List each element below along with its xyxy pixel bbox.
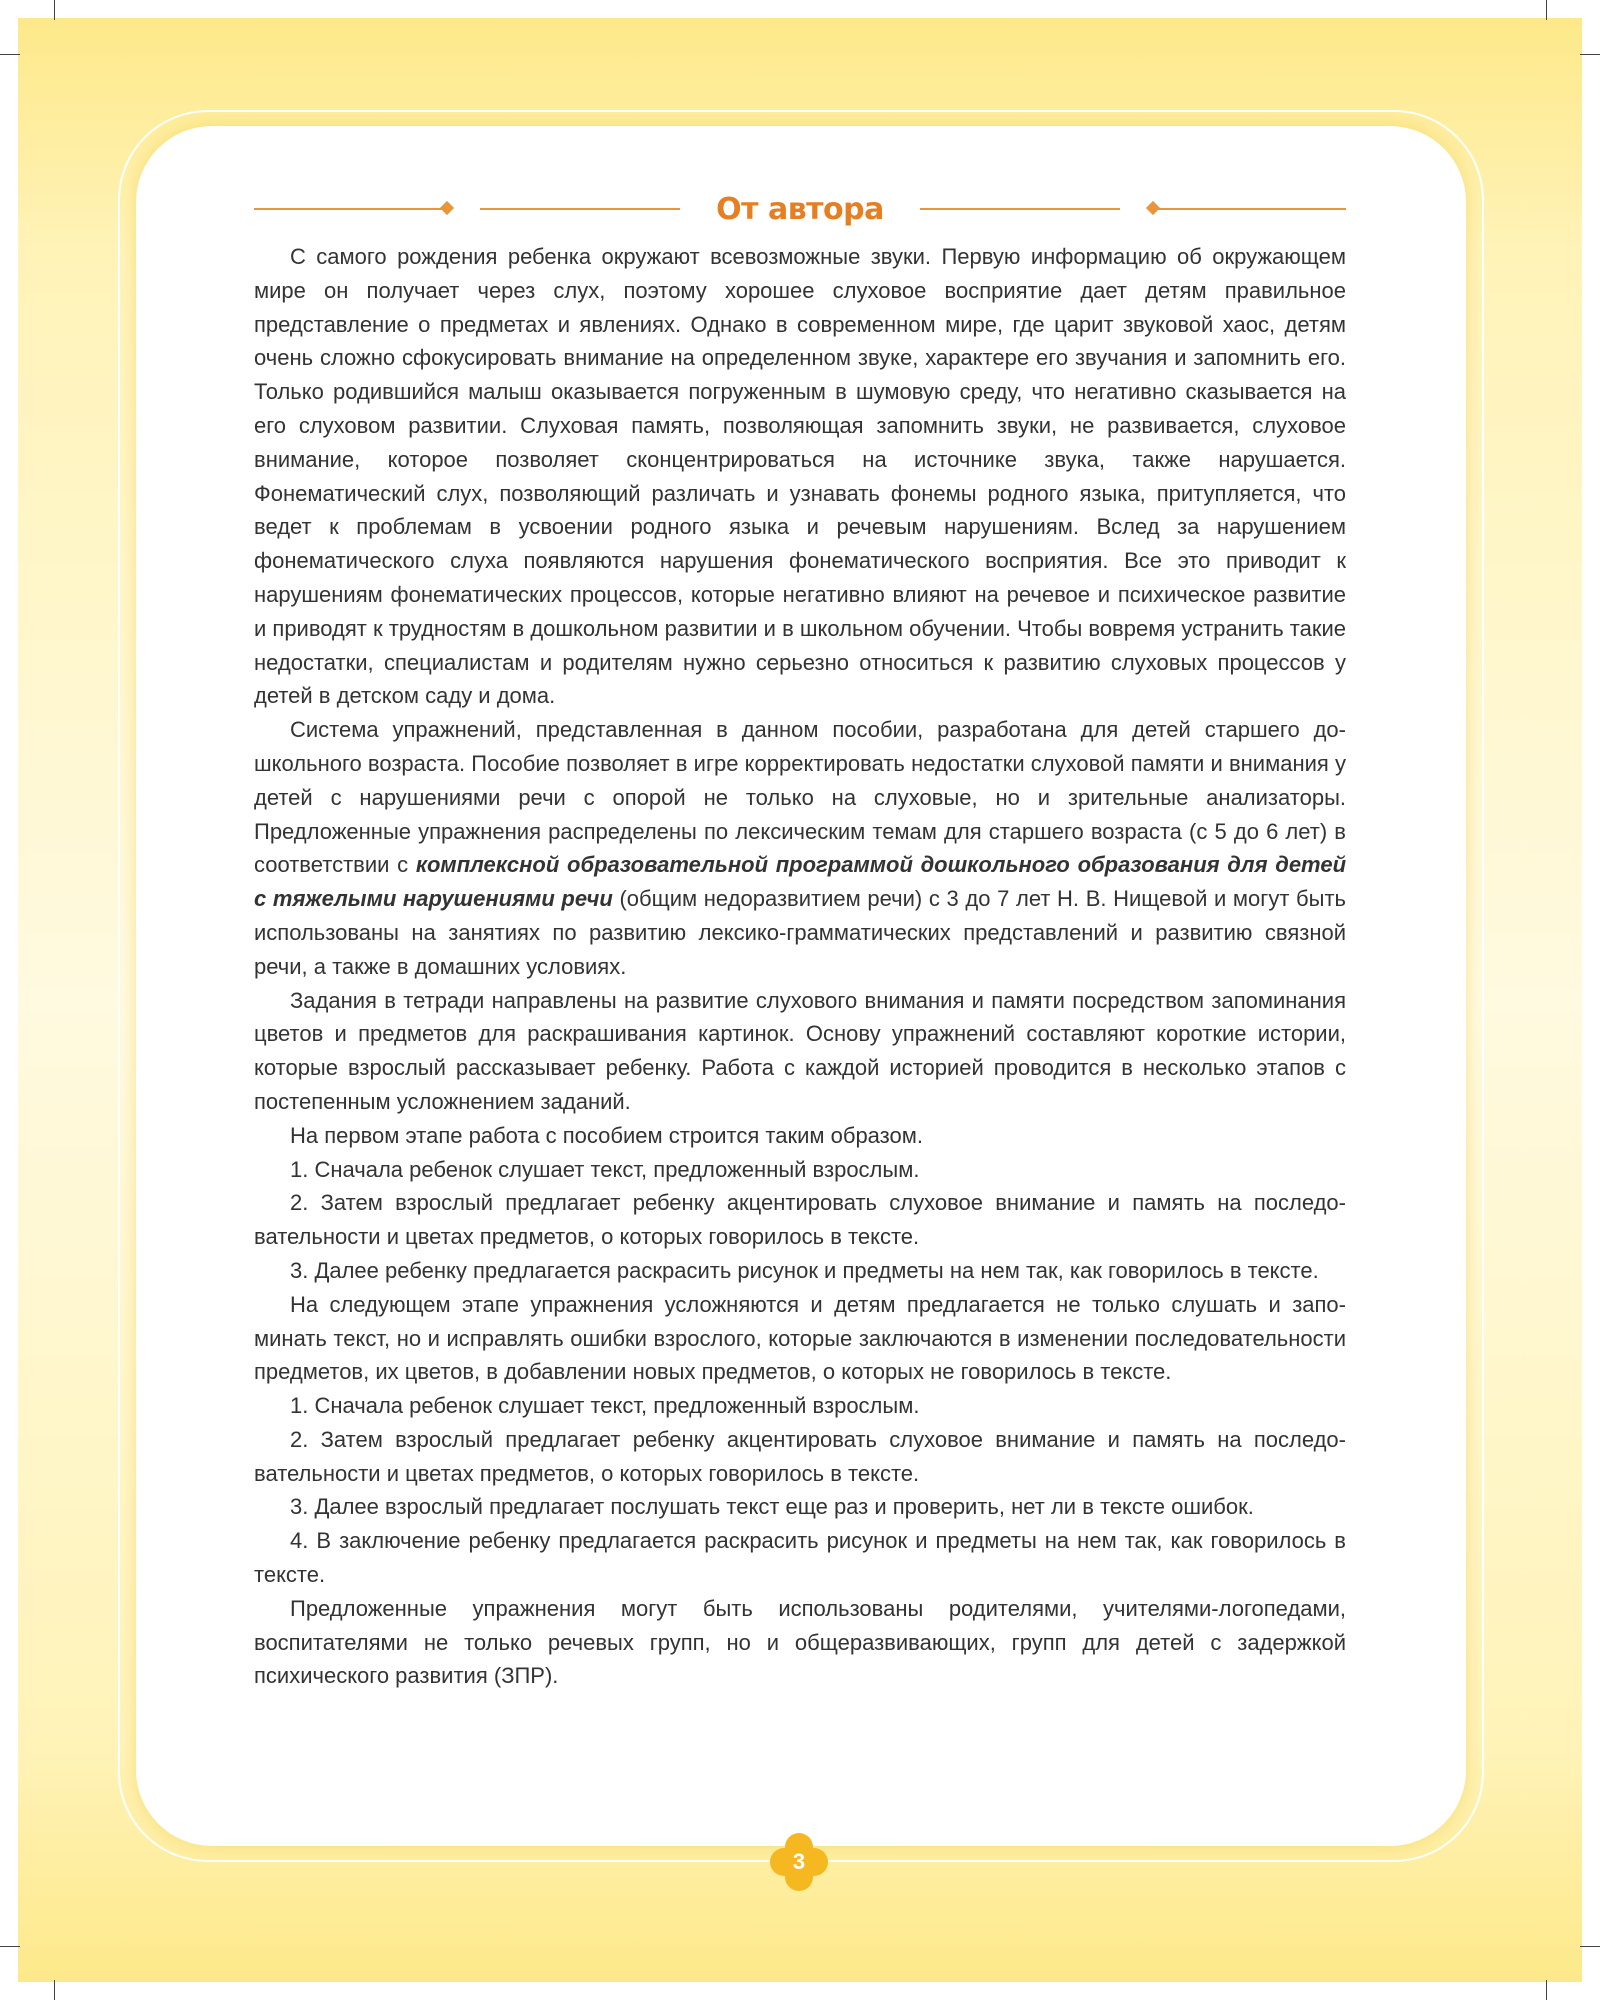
paragraph-system-start: Система упражнений, представленная в данном пособии, разработана для детей старшего дошкольного возраста. Пособие позволяет в игре корректировать недостатки слуховой памяти и внимания у детей с нарушениями речи с опорой не только на слуховые, но и зрительные анализаторы. Предложенные упражнения распределены по лексическим темам для старшего возраста (с 5 до 6 лет) в соответствии с: [254, 717, 1346, 878]
list-item: 1. Сначала ребенок слушает текст, предложенный взрослым.: [290, 1393, 920, 1419]
crop-mark: [1546, 1980, 1547, 2000]
crop-mark: [1580, 1946, 1600, 1947]
paragraph-closing: Предложенные упражнения могут быть использованы родителями, учителями-логопедами, воспитателями не только речевых групп, но и общеразвивающих, групп для детей с задержкой психического развития (ЗПР).: [254, 1595, 1346, 1689]
crop-mark: [1580, 54, 1600, 55]
crop-mark: [0, 54, 20, 55]
crop-mark: [1546, 0, 1547, 20]
paragraph-system: [254, 713, 1346, 983]
article-body: [254, 240, 1346, 1693]
paragraph-tasks: Задания в тетради направлены на развитие слухового внимания и памяти посредством запоминания цветов и предметов для раскрашивания картинок. Основу упражнений составляют короткие истории, которые взрослый рассказывает ребенку. Работа с каждой историей проводится в несколько этапов с постепенным усложнением заданий.: [254, 987, 1346, 1114]
paragraph-intro: С самого рождения ребенка окружают всевозможные звуки. Первую информацию об окружающем мире он получает через слух, поэтому хорошее слуховое восприятие дает детям правильное представление о предметах и явлениях. Однако в современном мире, где царит звуковой хаос, детям очень сложно сфокусировать внимание на определенном звуке, характере его звучания и запомнить его. Только родившийся малыш оказывается погруженным в шумовую среду, что негативно сказывается на его слуховом развитии. Слуховая память, позволяющая запомнить звуки, не развивается, слуховое внимание, которое позволяет сконцентрироваться на источнике звука, также нарушается. Фонематический слух, позволяющий различать и узнавать фонемы родного языка, притупляется, что ведет к проблемам в усвоении родного языка и речевым нарушениям. Вслед за нарушением фонематического слуха появляются нарушения фонематического восприятия. Все это приводит к нарушениям фонематических процессов, которые негативно влияют на речевое и психическое развитие и приводят к трудностям в дошкольном развитии и в школьном обучении. Чтобы вовремя устранить такие недостатки, специалистам и родителям нужно серьезно относиться к развитию слуховых процессов у детей в детском саду и дома.: [254, 244, 1346, 709]
paragraph-stage-two: На следующем этапе упражнения усложняются и детям предлагается не только слушать и запоминать текст, но и исправлять ошибки взрослого, которые заключаются в изменении последовательности предметов, их цветов, в добавлении новых предметов, о которых не говорилось в тексте.: [254, 1291, 1346, 1385]
list-item: 3. Далее взрослый предлагает послушать текст еще раз и проверить, нет ли в тексте ошибок.: [290, 1494, 1254, 1520]
list-item: 3. Далее ребенку предлагается раскрасить рисунок и предметы на нем так, как говорилось в тексте.: [290, 1257, 1319, 1283]
page-number-badge: [770, 1833, 828, 1891]
title-rule-right: [1148, 208, 1346, 210]
list-item: 2. Затем взрослый предлагает ребенку акцентировать слуховое внимание и память на последовательности и цветах предметов, о которых говорилось в тексте.: [254, 1426, 1346, 1486]
page-title: От автора: [716, 191, 884, 227]
title-rule-left-inner: [480, 208, 680, 210]
title-row: [254, 186, 1346, 232]
paragraph-stage-one: На первом этапе работа с пособием строится таким образом.: [290, 1122, 923, 1148]
list-item: 2. Затем взрослый предлагает ребенку акцентировать слуховое внимание и память на последовательности и цветах предметов, о которых говорилось в тексте.: [254, 1190, 1346, 1250]
paragraph-system-end: (общим недоразвитием речи) с 3 до 7 лет Н. В. Нищевой и могут быть использованы на занятиях по развитию лексико-грамматических представлений и развитию связной речи, а также в домашних условиях.: [254, 886, 1346, 979]
title-rule-left: [254, 208, 452, 210]
title-rule-right-inner: [920, 208, 1120, 210]
list-item: 1. Сначала ребенок слушает текст, предложенный взрослым.: [290, 1156, 920, 1182]
crop-mark: [0, 1946, 20, 1947]
program-title: комплексной образовательной программой дошкольного образования для детей с тяжелыми нарушениями речи: [254, 852, 1347, 912]
list-item: 4. В заключение ребенку предлагается раскрасить рисунок и предметы на нем так, как говорилось в тексте.: [254, 1528, 1346, 1588]
crop-mark: [54, 1980, 55, 2000]
page-number: 3: [792, 1849, 806, 1874]
crop-mark: [54, 0, 55, 20]
